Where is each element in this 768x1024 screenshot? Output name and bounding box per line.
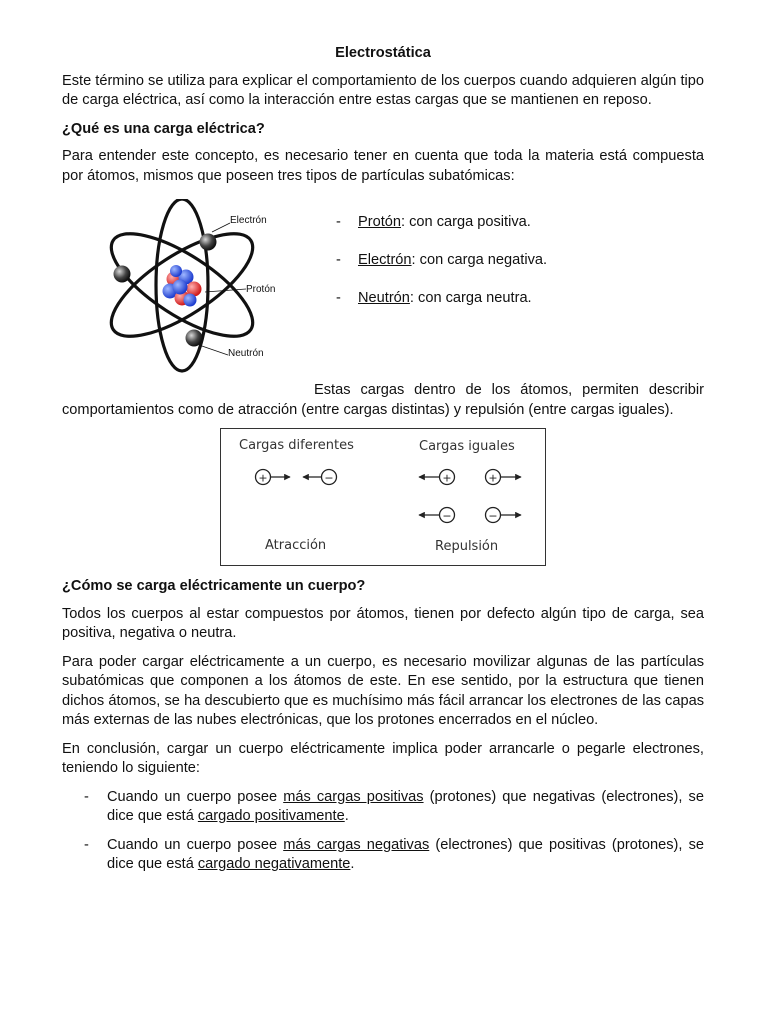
page-title: Electrostática (335, 45, 431, 61)
atom-diagram (90, 199, 290, 379)
svg-text:+: + (258, 471, 268, 485)
list-item: - Electrón: con carga negativa. (336, 252, 548, 268)
paragraph-2: Para poder cargar eléctricamente a un cuerpo, es necesario movilizar algunas de las partículas subatómicas que componen a los átomos de este. En ese sentido, por la estructura que tienen dichos átomos, se ha descubierto que es muchísimo más fácil arrancar los electrones de las capas más externas de las nubes electrónicas, que los protones encerrados en el núcleo. (62, 653, 704, 728)
positive-charge-icon (256, 470, 271, 485)
charge-cases-list (62, 788, 704, 875)
charges-paragraph: Estas cargas dentro de los átomos, permiten describir comportamientos como de atracción (entre cargas distintas) y repulsión (entre cargas iguales). (62, 382, 704, 418)
electron-bottom-icon (186, 330, 203, 347)
list-item: - Cuando un cuerpo posee más cargas positivas (protones) que negativas (electrones), se dice que está cargado positivamente. (84, 788, 704, 824)
positive-charge-icon (440, 470, 455, 485)
nucleus-icon (163, 265, 202, 307)
diff-charges-title: Cargas diferentes (239, 438, 354, 453)
list-item: - Protón: con carga positiva. (336, 214, 531, 230)
charge-interaction-figure (220, 428, 546, 566)
particle-list (336, 213, 547, 327)
charge-arrows-diagram (221, 429, 545, 565)
svg-text:−: − (442, 509, 452, 523)
charge-paragraph: Para entender este concepto, es necesario tener en cuenta que toda la materia está compuesta por átomos, mismos que poseen tres tipos de partículas subatómicas: (62, 148, 704, 184)
heading-how-to-charge: ¿Cómo se carga eléctricamente un cuerpo? (62, 578, 366, 594)
atom-section (62, 195, 704, 381)
svg-text:+: + (442, 471, 452, 485)
intro-paragraph: Este término se utiliza para explicar el comportamiento de los cuerpos cuando adquieren algún tipo de carga eléctrica, así como la interacción entre estas cargas que se mantienen en reposo. (62, 72, 704, 108)
paragraph-1: Todos los cuerpos al estar compuestos por átomos, tienen por defecto algún tipo de carga, sea positiva, negativa o neutra. (62, 605, 704, 641)
negative-charge-icon (486, 508, 501, 523)
attraction-label: Atracción (265, 538, 327, 553)
positive-charge-icon (486, 470, 501, 485)
electron-left-icon (114, 266, 131, 283)
label-electron: Electrón (230, 215, 267, 226)
svg-text:+: + (488, 471, 498, 485)
heading-what-is-charge: ¿Qué es una carga eléctrica? (62, 120, 265, 137)
label-proton: Protón (246, 284, 276, 295)
document-page (62, 44, 704, 884)
label-neutron: Neutrón (228, 348, 264, 359)
svg-text:−: − (488, 509, 498, 523)
electron-top-icon (200, 234, 217, 251)
repulsion-label: Repulsión (435, 539, 499, 554)
svg-text:−: − (324, 471, 334, 485)
list-item: - Neutrón: con carga neutra. (336, 290, 532, 306)
list-item: - Cuando un cuerpo posee más cargas negativas (electrones) que positivas (protones), se dice que está cargado negativamente. (84, 836, 704, 872)
paragraph-3: En conclusión, cargar un cuerpo eléctricamente implica poder arrancarle o pegarle electrones, teniendo lo siguiente: (62, 740, 704, 776)
negative-charge-icon (322, 470, 337, 485)
same-charges-title: Cargas iguales (419, 439, 515, 454)
negative-charge-icon (440, 508, 455, 523)
